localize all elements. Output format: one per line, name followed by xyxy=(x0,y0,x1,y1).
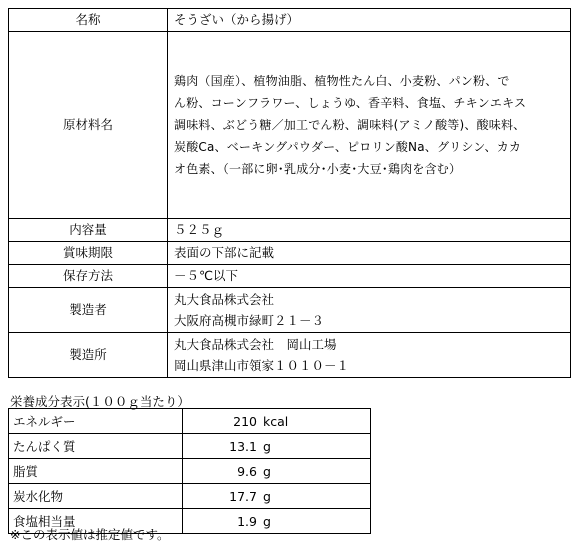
nutrition-value: 1.9 xyxy=(237,513,257,529)
nutrition-value: 13.1 xyxy=(229,438,257,454)
name-label: 名称 xyxy=(9,9,168,32)
ingredients-line: 鶏肉（国産）、植物油脂、植物性たん白、小麦粉、パン粉、で xyxy=(174,74,510,88)
nutrition-row xyxy=(9,409,371,434)
nutrition-row xyxy=(9,484,371,509)
storage-label: 保存方法 xyxy=(9,265,168,288)
product-info-table xyxy=(8,8,571,378)
nutrition-label: 食塩相当量 xyxy=(9,509,183,534)
factory-company: 丸大食品株式会社 岡山工場 xyxy=(174,337,337,352)
ingredients-line: オ色素、（一部に卵･乳成分･小麦･大豆･鶏肉を含む） xyxy=(174,162,462,176)
nutrition-value: 9.6 xyxy=(237,463,257,479)
nutrition-label: エネルギー xyxy=(9,409,183,434)
nutrition-label: 炭水化物 xyxy=(9,484,183,509)
content-label: 内容量 xyxy=(9,219,168,242)
factory-label: 製造所 xyxy=(9,333,168,378)
ingredients-line: 炭酸Ca、ベーキングパウダー、ピロリン酸Na、グリシン、カカ xyxy=(174,140,522,154)
ingredients-line: 調味料、ぶどう糖／加工でん粉、調味料(アミノ酸等)、酸味料、 xyxy=(174,118,526,132)
estimate-note: ※この表示値は推定値です。 xyxy=(10,527,170,542)
nutrition-unit: g xyxy=(263,488,271,504)
content-value: ５２５ｇ xyxy=(168,219,571,242)
manufacturer-address: 大阪府高槻市緑町２１－３ xyxy=(174,313,325,328)
nutrition-unit: g xyxy=(263,463,271,479)
nutrition-unit: kcal xyxy=(263,413,289,429)
nutrition-unit: g xyxy=(263,513,271,529)
nutrition-value: 17.7 xyxy=(229,488,257,504)
nutrition-value: 210 xyxy=(233,413,257,429)
nutrition-label: たんぱく質 xyxy=(9,434,183,459)
nutrition-unit: g xyxy=(263,438,271,454)
nutrition-row xyxy=(9,434,371,459)
ingredients-value xyxy=(168,32,571,219)
expiry-value: 表面の下部に記載 xyxy=(168,242,571,265)
factory-value xyxy=(168,333,571,378)
nutrition-row xyxy=(9,459,371,484)
expiry-label: 賞味期限 xyxy=(9,242,168,265)
nutrition-table xyxy=(8,408,371,534)
name-value: そうざい（から揚げ） xyxy=(168,9,571,32)
manufacturer-label: 製造者 xyxy=(9,288,168,333)
ingredients-label: 原材料名 xyxy=(9,32,168,219)
factory-address: 岡山県津山市領家１０１０－１ xyxy=(174,358,350,373)
ingredients-line: ん粉、コーンフラワー、しょうゆ、香辛料、食塩、チキンエキス xyxy=(174,96,527,110)
manufacturer-value xyxy=(168,288,571,333)
storage-value: －５℃以下 xyxy=(168,265,571,288)
manufacturer-company: 丸大食品株式会社 xyxy=(174,292,275,307)
nutrition-label: 脂質 xyxy=(9,459,183,484)
nutrition-title: 栄養成分表示(１００ｇ当たり） xyxy=(10,394,190,409)
